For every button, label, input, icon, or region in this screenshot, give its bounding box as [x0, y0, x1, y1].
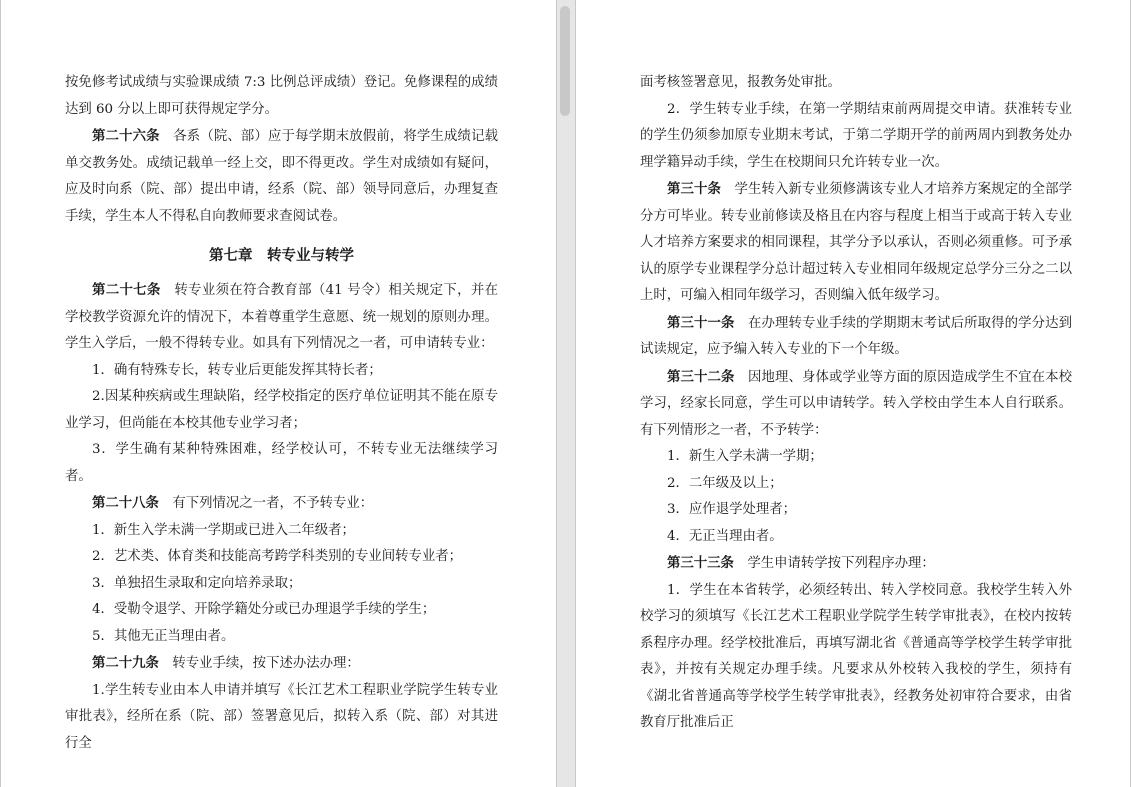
page-edge	[0, 0, 1, 787]
article-text: 有下列情况之一者，不予转专业：	[158, 496, 374, 511]
list-item: 1．新生入学未满一学期或已进入二年级者；	[92, 522, 355, 538]
article-text: 各系（院、部）应于每学期末放假前，将学生成绩记载单交教务处。成绩记载单一经上交，即不得更改。学生对成绩如有疑问，应及时向系（院、部）提出申请，经系（院、部）领导同意后，办理复查手续，学生本人不得私自向教师要求查阅试卷。	[65, 129, 499, 224]
article-text: 因地理、身体或学业等方面的原因造成学生不宜在本校学习，经家长同意，学生可以申请转学。转入学校由学生本人自行联系。有下列情形之一者，不予转学：	[640, 369, 1073, 438]
list-item: 1．学生在本省转学，必须经转出、转入学校同意。我校学生转入外校学习的须填写《长江艺术工程职业学院学生转学审批表》，在校内按转系程序办理。经学校批准后，再填写湖北省《普通高等学校学生转学审批表》，并按有关规定办理手续。凡要求从外校转入我校的学生，须持有《湖北省普通高等学校学生转学审批表》，经教务处初审符合要求，由省教育厅批准后正	[640, 582, 1072, 730]
article-26	[65, 123, 498, 230]
list-item: 4．无正当理由者。	[667, 528, 783, 544]
article-text: 学生申请转学按下列程序办理：	[733, 556, 935, 571]
list-item: 2.因某种疾病或生理缺陷，经学校指定的医疗单位证明其不能在原专业学习，但尚能在本校其他专业学习者；	[65, 389, 498, 431]
list-item: 3．学生确有某种特殊困难，经学校认可，不转专业无法继续学习者。	[65, 442, 498, 484]
article-31	[640, 310, 1072, 364]
list-item: 4．受勒令退学、开除学籍处分或已办理退学手续的学生；	[92, 602, 436, 617]
list-item: 3．应作退学处理者；	[667, 502, 797, 517]
article-30	[640, 176, 1072, 310]
article-label: 第二十七条	[92, 282, 161, 298]
list-item: 1．确有特殊专长，转专业后更能发挥其特长者；	[92, 362, 382, 378]
article-text: 在办理转专业手续的学期期末考试后所取得的学分达到试读规定，应予编入转入专业的下一个年级。	[640, 315, 1073, 357]
paragraph: 按免修考试成绩与实验课成绩 7:3 比例总评成绩）登记。免修课程的成绩达到 60 分以上即可获得规定学分。	[65, 75, 498, 117]
document-page-right	[575, 0, 1131, 787]
article-27	[65, 277, 498, 358]
article-text: 转专业须在符合教育部（41 号令）相关规定下，并在学校教学资源允许的情况下，本着尊重学生意愿、统一规划的原则办理。学生入学后，一般不得转专业。如具有下列情况之一者，可申请转专业：	[65, 283, 499, 351]
article-28	[65, 490, 498, 518]
article-label: 第三十条	[667, 181, 722, 197]
list-item: 2．艺术类、体育类和技能高考跨学科类别的专业间转专业者；	[92, 549, 463, 564]
article-label: 第二十八条	[92, 495, 159, 511]
list-item: 5．其他无正当理由者。	[92, 628, 235, 644]
article-text: 学生转入新专业须修满该专业人才培养方案规定的全部学分方可毕业。转专业前修读及格且在内容与程度上相当于或高于转入专业人才培养方案要求的相同课程，其学分予以承认，否则必须重修。可予承认的原学专业课程学分总计超过转入专业相同年级规定总学分三分之二以上时，可编入相同年级学习，否则编入低年级学习。	[640, 182, 1072, 303]
page-gap	[557, 0, 575, 787]
list-item: 3．单独招生录取和定向培养录取；	[92, 575, 302, 591]
article-29	[65, 650, 498, 678]
list-item: 1．新生入学未满一学期；	[667, 449, 823, 464]
article-label: 第三十一条	[667, 314, 735, 331]
chapter-title: 第七章 转专业与转学	[209, 247, 354, 264]
article-text: 转专业手续，按下述办法办理：	[158, 656, 360, 671]
article-label: 第三十二条	[667, 368, 735, 385]
list-item: 1.学生转专业由本人申请并填写《长江艺术工程职业学院学生转专业审批表》，经所在系（院、部）签署意见后，拟转入系（院、部）对其进行全	[65, 682, 498, 751]
paragraph: 面考核签署意见，报教务处审批。	[640, 75, 841, 90]
article-label: 第二十九条	[92, 655, 159, 671]
article-label: 第二十六条	[92, 128, 160, 144]
page-edge	[575, 0, 576, 787]
scrollbar-thumb[interactable]	[560, 6, 570, 116]
article-label: 第三十三条	[667, 555, 734, 571]
list-item: 2．二年级及以上；	[667, 475, 783, 491]
article-33	[640, 550, 1072, 578]
article-32	[640, 364, 1072, 445]
document-page-left	[0, 0, 557, 787]
paragraph: 2．学生转专业手续，在第一学期结束前两周提交申请。获准转专业的学生仍须参加原专业期末考试，于第二学期开学的前两周内到教务处办理学籍异动手续，学生在校期间只允许转专业一次。	[640, 101, 1072, 170]
